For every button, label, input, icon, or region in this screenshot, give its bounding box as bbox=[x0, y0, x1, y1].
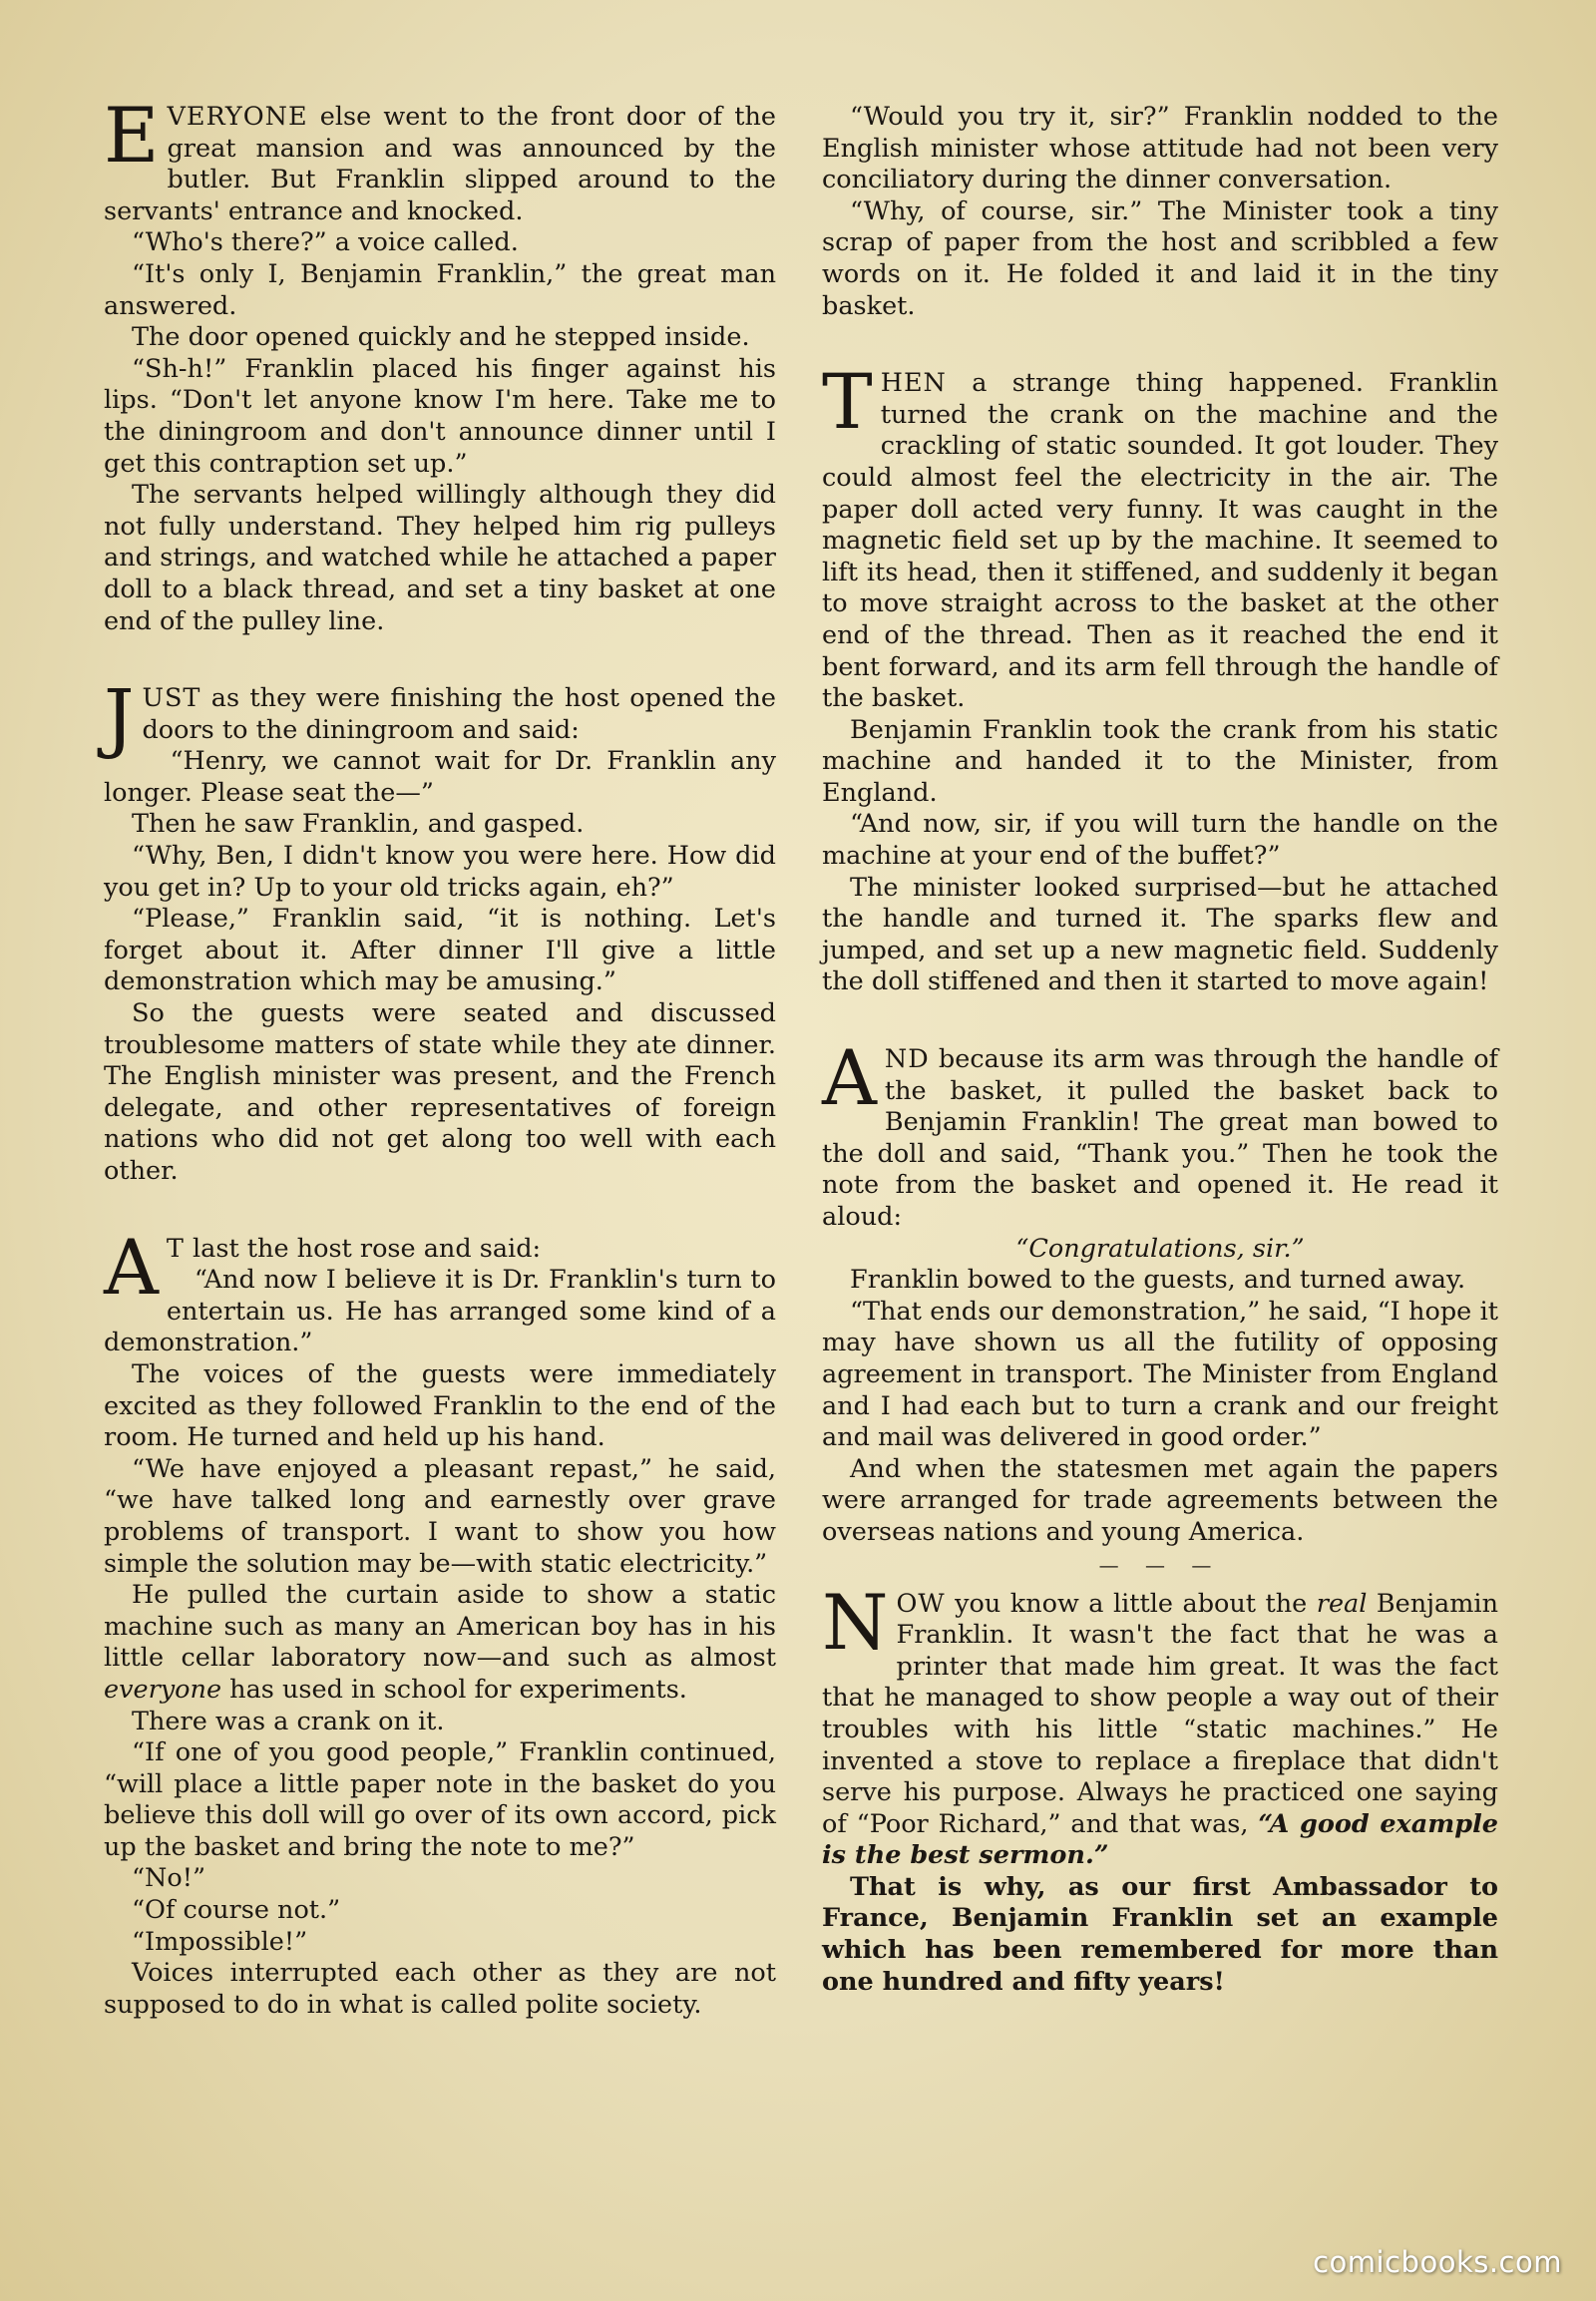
drop-cap: E bbox=[104, 91, 160, 180]
section-at-last bbox=[104, 1222, 776, 2022]
paragraph-text: a strange thing happened. Franklin turned the crank on the machine and the crackling of static sounded. It got louder. They could almost feel the electricity in the air. The paper doll acted very funny. It was caught in the magnetic field set up by the machine. It seemed to lift its head, then it stiffened, and suddenly it began to move straight across to the basket at the other end of the thread. Then as it reached the end it bent forward, and its arm fell through the handle of the basket. bbox=[822, 368, 1498, 714]
section-separator: — — — bbox=[1098, 1552, 1222, 1577]
paragraph: “We have enjoyed a pleasant repast,” he said, “we have talked long and earnestly over grave problems of transport. I want to show you how simple the solution may be—with static electricity.” bbox=[104, 1453, 776, 1579]
lead-word: VERYONE bbox=[167, 102, 308, 132]
section-and bbox=[822, 1033, 1498, 1577]
paragraph: “No!” bbox=[132, 1863, 205, 1894]
paragraph-text: Benjamin Franklin. It wasn't the fact that he was a printer that made him great. It was the fact that he managed to show people a way out of their troubles with his little “static machines.” He invented a stove to replace a fireplace that didn't serve his purpose. Always he practiced one saying of “Poor Richard,” and that was, bbox=[822, 1588, 1498, 1839]
paragraph: And when the statesmen met again the papers were arranged for trade agreements between the overseas nations and young America. bbox=[822, 1453, 1498, 1547]
paragraph bbox=[104, 91, 776, 227]
paragraph: There was a crank on it. bbox=[132, 1706, 445, 1736]
paragraph: “That ends our demonstration,” he said, “I hope it may have shown us all the futility of opposing agreement in transport. The Minister from England and I had each but to turn a crank and our freight and mail was delivered in good order.” bbox=[822, 1296, 1498, 1453]
paragraph: “It's only I, Benjamin Franklin,” the great man answered. bbox=[104, 258, 776, 321]
paragraph-text: as they were finishing the host opened the doors to the diningroom and said: bbox=[142, 683, 776, 745]
lead-word: OW bbox=[896, 1588, 946, 1619]
section-would-you bbox=[822, 102, 1498, 322]
lead-word: ND bbox=[884, 1044, 930, 1075]
paragraph-text: last the host rose and said: bbox=[184, 1233, 542, 1264]
paragraph-text: He pulled the curtain aside to show a static machine such as many an American boy has in his little cellar laboratory now—and such as almost bbox=[104, 1580, 776, 1674]
paragraph: Franklin bowed to the guests, and turned away. bbox=[850, 1265, 1466, 1296]
paragraph: “And now, sir, if you will turn the handle on the machine at your end of the buffet?” bbox=[822, 809, 1498, 872]
site-watermark: comicbooks.com bbox=[1313, 2245, 1562, 2279]
lead-word: HEN bbox=[880, 368, 947, 399]
paragraph: Then he saw Franklin, and gasped. bbox=[132, 809, 585, 840]
paragraph: The minister looked surprised—but he attached the handle and turned it. The sparks flew and jumped, and set up a new magnetic field. Suddenly the doll stiffened and then it started to move again! bbox=[822, 872, 1498, 997]
emphasis: real bbox=[1316, 1588, 1368, 1619]
paragraph: “Of course not.” bbox=[132, 1895, 341, 1926]
paragraph: “Why, Ben, I didn't know you were here. How did you get in? Up to your old tricks again, eh?” bbox=[104, 841, 776, 903]
paragraph bbox=[822, 1033, 1498, 1234]
paragraph-text: because its arm was through the handle of the basket, it pulled the basket back to Benjamin Franklin! The great man bowed to the doll and said, “Thank you.” Then he took the note from the basket and opened it. He read it aloud: bbox=[822, 1044, 1498, 1232]
paragraph bbox=[104, 672, 776, 762]
paragraph: “Why, of course, sir.” The Minister took a tiny scrap of paper from the host and scribbled a few words on it. He folded it and laid it in the tiny basket. bbox=[822, 195, 1498, 321]
note-text: “Congratulations, sir.” bbox=[1015, 1233, 1305, 1264]
paragraph: That is why, as our first Ambassador to France, Benjamin Franklin set an example which has been remembered for more than one hundred and fifty years! bbox=[822, 1871, 1498, 1997]
paragraph: “Henry, we cannot wait for Dr. Franklin any longer. Please seat the—” bbox=[104, 746, 776, 808]
section-then bbox=[822, 357, 1498, 998]
drop-cap: A bbox=[822, 1033, 877, 1123]
drop-cap: N bbox=[822, 1577, 889, 1667]
drop-cap: T bbox=[822, 357, 873, 447]
paragraph-text: else went to the front door of the great mansion and was announced by the butler. But Franklin slipped around to the servants' entrance and knocked. bbox=[104, 102, 776, 226]
emphasis: everyone bbox=[104, 1674, 222, 1705]
paragraph-text: you know a little about the bbox=[945, 1588, 1317, 1619]
paragraph: “Impossible!” bbox=[132, 1926, 308, 1957]
paragraph bbox=[822, 1577, 1498, 1872]
paragraph: The servants helped willingly although they did not fully understand. They helped him rig pulleys and strings, and watched while he attached a paper doll to a black thread, and set a tiny basket at one end of the pulley line. bbox=[104, 480, 776, 636]
section-now bbox=[822, 1577, 1498, 1999]
paragraph bbox=[104, 1580, 776, 1706]
left-column bbox=[104, 91, 776, 2021]
lead-word: T bbox=[166, 1233, 185, 1264]
lead-word: UST bbox=[142, 683, 201, 714]
drop-cap: J bbox=[104, 672, 135, 762]
paragraph bbox=[822, 357, 1498, 715]
paragraph: Voices interrupted each other as they are not supposed to do in what is called polite society. bbox=[104, 1958, 776, 2020]
paragraph: “If one of you good people,” Franklin continued, “will place a little paper note in the basket do you believe this doll will go over of its own accord, pick up the basket and bring the note to me?” bbox=[104, 1737, 776, 1862]
paragraph: Benjamin Franklin took the crank from his static machine and handed it to the Minister, from England. bbox=[822, 714, 1498, 808]
emphasis: “A good example is the best sermon.” bbox=[822, 1808, 1498, 1871]
paragraph-text: has used in school for experiments. bbox=[221, 1674, 687, 1705]
right-column bbox=[822, 102, 1498, 1998]
drop-cap: A bbox=[104, 1222, 159, 1312]
paragraph: “Would you try it, sir?” Franklin nodded to the English minister whose attitude had not been very conciliatory during the dinner conversation. bbox=[822, 102, 1498, 195]
section-just bbox=[104, 672, 776, 1188]
section-everyone bbox=[104, 91, 776, 637]
paragraph: “Please,” Franklin said, “it is nothing. Let's forget about it. After dinner I'll give a little demonstration which may be amusing.” bbox=[104, 904, 776, 997]
paragraph: The door opened quickly and he stepped inside. bbox=[132, 322, 750, 353]
paragraph: The voices of the guests were immediately excited as they followed Franklin to the end of the room. He turned and held up his hand. bbox=[104, 1358, 776, 1453]
paragraph: “Who's there?” a voice called. bbox=[132, 227, 519, 258]
paragraph: “Sh-h!” Franklin placed his finger against his lips. “Don't let anyone know I'm here. Take me to the diningroom and don't announce dinner until I get this contraption set up.” bbox=[104, 353, 776, 479]
paragraph: “And now I believe it is Dr. Franklin's turn to entertain us. He has arranged some kind of a demonstration.” bbox=[104, 1265, 776, 1358]
paragraph: So the guests were seated and discussed troublesome matters of state while they ate dinner. The English minister was present, and the French delegate, and other representatives of foreign nations who did not get along too well with each other. bbox=[104, 998, 776, 1186]
